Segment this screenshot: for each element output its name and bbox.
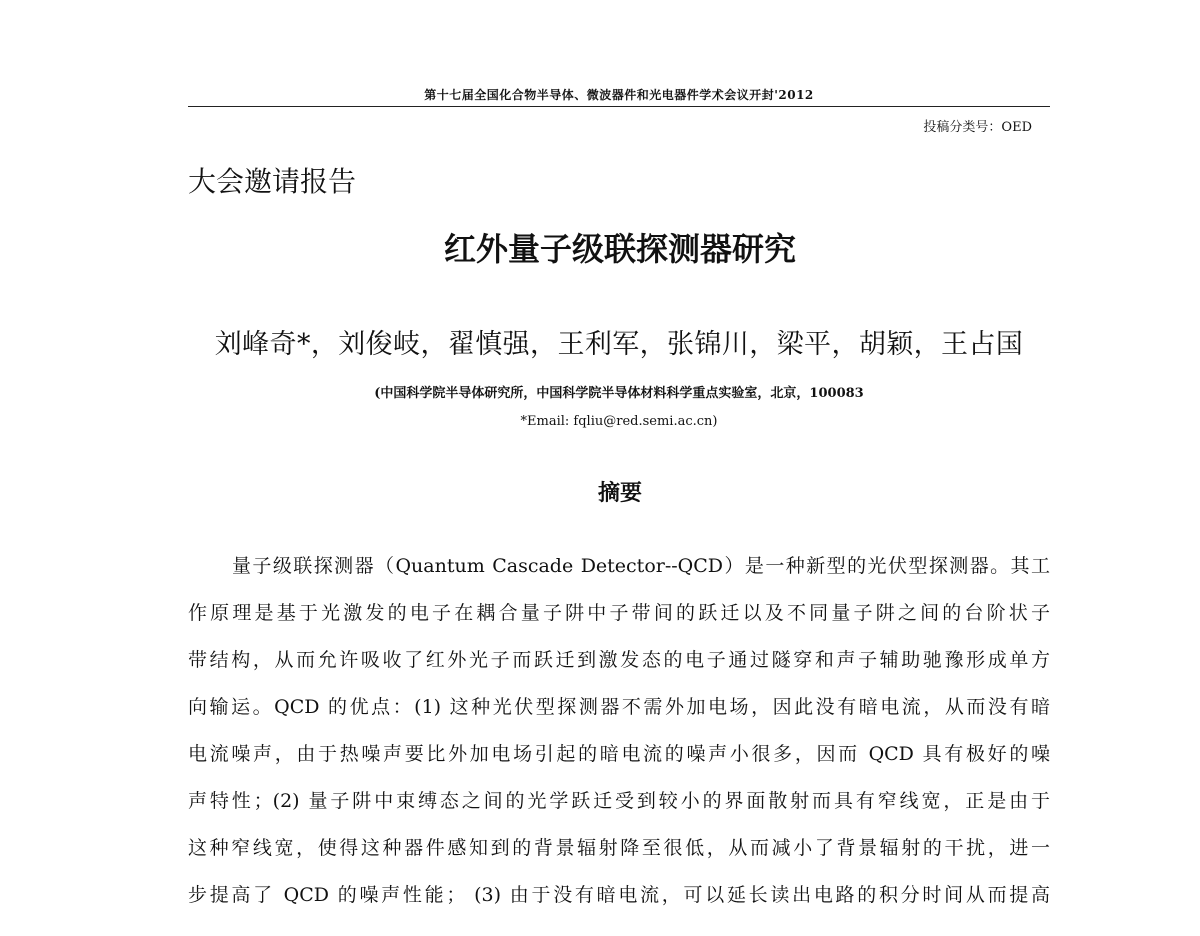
paper-title: 红外量子级联探测器研究 [443, 230, 796, 268]
abstract-line: 电流噪声，由于热噪声要比外加电场引起的暗电流的噪声小很多，因而 QCD 具有极好的噪 [188, 743, 1050, 765]
abstract-line: 量子级联探测器（Quantum Cascade Detector--QCD）是一种新型的光伏型探测器。其工 [232, 555, 1050, 577]
abstract-heading: 摘要 [597, 480, 642, 506]
abstract-line: 带结构，从而允许吸收了红外光子而跃迁到激发态的电子通过隧穿和声子辅助驰豫形成单方 [188, 649, 1050, 671]
affiliation: (中国科学院半导体研究所，中国科学院半导体材料科学重点实验室，北京，100083 [374, 386, 864, 401]
abstract-line: 向输运。QCD 的优点：(1) 这种光伏型探测器不需外加电场，因此没有暗电流，从而没有暗 [188, 696, 1050, 718]
abstract-line: 这种窄线宽，使得这种器件感知到的背景辐射降至很低，从而减小了背景辐射的干扰，进一 [188, 837, 1050, 859]
abstract-line: 作原理是基于光激发的电子在耦合量子阱中子带间的跃迁以及不同量子阱之间的台阶状子 [188, 602, 1050, 624]
abstract-line: 声特性；(2) 量子阱中束缚态之间的光学跃迁受到较小的界面散射而具有窄线宽，正是由于 [188, 790, 1050, 812]
section-label: 大会邀请报告 [188, 165, 357, 198]
abstract-line: 步提高了 QCD 的噪声性能； (3) 由于没有暗电流，可以延长读出电路的积分时间从而提高 [188, 884, 1050, 906]
running-header: 第十七届全国化合物半导体、微波器件和光电器件学术会议开封'2012 [424, 88, 814, 102]
abstract-body [188, 543, 1050, 919]
contact-email: *Email: fqliu@red.semi.ac.cn) [520, 414, 718, 429]
author-list: 刘峰奇*，刘俊岐，翟慎强，王利军，张锦川，梁平，胡颖，王占国 [214, 329, 1024, 360]
submission-code: 投稿分类号：OED [923, 120, 1032, 135]
header-rule [188, 106, 1050, 107]
